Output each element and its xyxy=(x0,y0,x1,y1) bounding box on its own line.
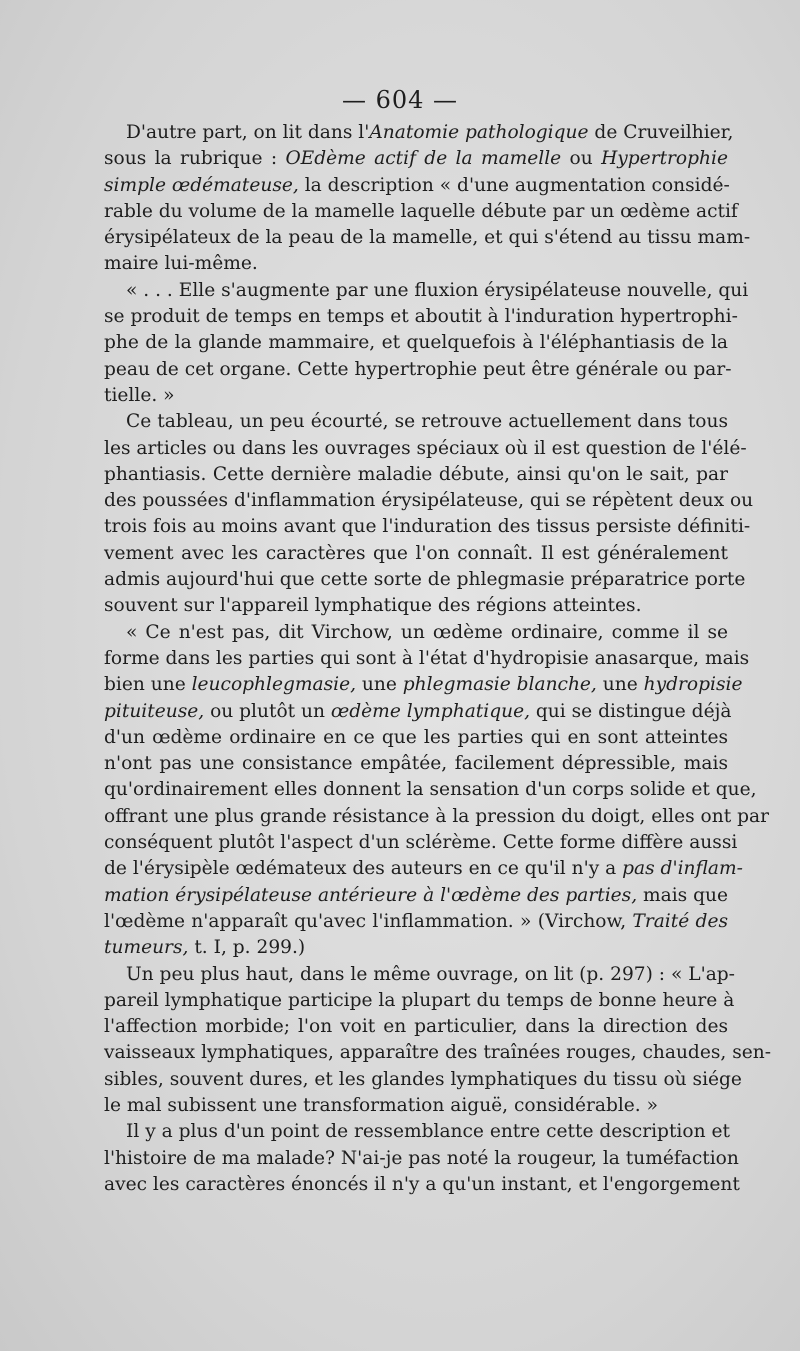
text-line xyxy=(104,357,732,383)
italic-segment: simple œdémateuse, xyxy=(104,174,299,196)
text-line xyxy=(104,225,751,251)
text-line xyxy=(104,436,747,462)
text-line xyxy=(104,830,738,856)
text-segment: Ce tableau, un peu écourté, se retrouve actuellement dans tous xyxy=(126,411,728,433)
text-line xyxy=(104,883,728,909)
text-segment: se produit de temps en temps et aboutit à l'induration hypertrophi- xyxy=(104,306,738,328)
italic-segment: leucophlegmasie, xyxy=(191,674,356,696)
text-segment: « Ce n'est pas, dit Virchow, un œdème ordinaire, comme il se xyxy=(126,621,728,643)
text-segment: n'ont pas une consistance empâtée, facilement dépressible, mais xyxy=(104,753,728,775)
text-line xyxy=(104,278,749,304)
text-segment: sibles, souvent dures, et les glandes lymphatiques du tissu où siége xyxy=(104,1068,742,1090)
italic-segment: mation érysipélateuse antérieure à l'œdème des parties, xyxy=(104,884,638,906)
text-line xyxy=(104,541,728,567)
text-segment: ou xyxy=(561,148,602,170)
italic-segment: Anatomie pathologique xyxy=(369,122,589,143)
text-segment: maire lui-même. xyxy=(104,253,258,275)
text-line xyxy=(104,199,738,225)
text-segment: avec les caractères énoncés il n'y a qu'un instant, et l'engorgement xyxy=(104,1173,740,1195)
text-segment: « . . . Elle s'augmente par une fluxion érysipélateuse nouvelle, qui xyxy=(126,279,749,301)
text-line xyxy=(104,962,735,988)
text-line xyxy=(104,1172,740,1198)
text-segment: bien une xyxy=(104,674,192,696)
text-segment: admis aujourd'hui que cette sorte de phlegmasie préparatrice porte xyxy=(104,569,746,591)
text-segment: vement avec les caractères que l'on connaît. Il est généralement xyxy=(104,542,728,564)
text-segment: pareil lymphatique participe la plupart du temps de bonne heure à xyxy=(104,989,735,1011)
text-segment: peau de cet organe. Cette hypertrophie peut être générale ou par- xyxy=(104,358,732,380)
text-segment: une xyxy=(596,674,644,696)
text-line xyxy=(104,804,769,830)
text-line xyxy=(104,304,738,330)
text-segment: de Cruveilhier, xyxy=(588,122,734,143)
text-line xyxy=(104,1040,771,1066)
text-line xyxy=(104,725,728,751)
text-line xyxy=(104,146,728,172)
text-segment: conséquent plutôt l'aspect d'un sclérème. Cette forme diffère aussi xyxy=(104,832,738,854)
italic-segment: pituiteuse, xyxy=(104,700,205,722)
text-line xyxy=(104,593,728,619)
text-line xyxy=(104,1067,742,1093)
text-line xyxy=(104,173,728,199)
text-segment: forme dans les parties qui sont à l'état d'hydropisie anasarque, mais xyxy=(104,647,750,669)
text-line xyxy=(104,1146,739,1172)
text-segment: d'un œdème ordinaire en ce que les parties qui en sont atteintes xyxy=(104,726,728,748)
text-line xyxy=(104,777,757,803)
text-segment: souvent sur l'appareil lymphatique des régions atteintes. xyxy=(104,595,642,617)
text-segment: Il y a plus d'un point de ressemblance entre cette description et xyxy=(126,1121,730,1143)
text-line xyxy=(104,1119,728,1145)
text-segment: Un peu plus haut, dans le même ouvrage, on lit (p. 297) : « L'ap- xyxy=(126,963,735,985)
text-segment: l'affection morbide; l'on voit en particulier, dans la direction des xyxy=(104,1016,728,1038)
text-line xyxy=(104,120,734,146)
text-segment: qu'ordinairement elles donnent la sensation d'un corps solide et que, xyxy=(104,779,757,801)
text-segment: vaisseaux lymphatiques, apparaître des traînées rouges, chaudes, sen- xyxy=(104,1042,771,1064)
italic-segment: Traité des xyxy=(632,910,728,932)
text-segment: phe de la glande mammaire, et quelquefois à l'éléphantiasis de la xyxy=(104,332,728,354)
italic-segment: tumeurs, xyxy=(104,937,189,959)
text-segment: sous la rubrique : xyxy=(104,148,286,170)
text-segment: phantiasis. Cette dernière maladie débute, ainsi qu'on le sait, par xyxy=(104,463,728,485)
text-segment: trois fois au moins avant que l'induration des tissus persiste définiti- xyxy=(104,516,751,538)
italic-segment: œdème lymphatique, xyxy=(330,700,530,722)
italic-segment: pas d'inflam- xyxy=(622,858,743,880)
text-line xyxy=(104,1093,728,1119)
text-line xyxy=(104,409,728,435)
text-segment: rable du volume de la mamelle laquelle débute par un œdème actif xyxy=(104,200,738,222)
text-line xyxy=(104,988,735,1014)
text-segment: le mal subissent une transformation aiguë, considérable. » xyxy=(104,1094,658,1116)
text-segment: mais que xyxy=(637,884,729,906)
text-line xyxy=(104,646,750,672)
text-line xyxy=(104,462,728,488)
italic-segment: Hypertrophie xyxy=(601,148,728,170)
text-line xyxy=(104,488,754,514)
text-segment: t. I, p. 299.) xyxy=(188,937,306,959)
text-line xyxy=(104,383,728,409)
text-segment: D'autre part, on lit dans l' xyxy=(126,122,370,143)
text-segment: la description « d'une augmentation considé- xyxy=(298,174,730,196)
text-line xyxy=(104,909,728,935)
text-segment: de l'érysipèle œdémateux des auteurs en ce qu'il n'y a xyxy=(104,858,623,880)
text-line xyxy=(104,1014,728,1040)
text-line xyxy=(104,330,728,356)
text-line xyxy=(104,567,746,593)
text-line xyxy=(104,935,728,961)
italic-segment: phlegmasie blanche, xyxy=(402,674,597,696)
text-line xyxy=(104,856,743,882)
text-line xyxy=(104,251,728,277)
text-segment: l'histoire de ma malade? N'ai-je pas noté la rougeur, la tuméfaction xyxy=(104,1147,739,1169)
text-line xyxy=(104,699,732,725)
italic-segment: OEdème actif de la mamelle xyxy=(285,148,562,170)
text-segment: l'œdème n'apparaît qu'avec l'inflammation. » (Virchow, xyxy=(104,910,633,932)
text-segment: ou plutôt un xyxy=(204,700,331,722)
text-line xyxy=(104,672,743,698)
italic-segment: hydropisie xyxy=(643,674,743,696)
text-segment: les articles ou dans les ouvrages spéciaux où il est question de l'élé- xyxy=(104,437,747,459)
text-line xyxy=(104,514,751,540)
text-segment: érysipélateux de la peau de la mamelle, et qui s'étend au tissu mam- xyxy=(104,227,751,249)
text-segment: des poussées d'inflammation érysipélateuse, qui se répètent deux ou xyxy=(104,490,754,512)
text-segment: une xyxy=(356,674,403,696)
text-segment: tielle. » xyxy=(104,384,175,406)
text-segment: qui se distingue déjà xyxy=(529,700,732,722)
body-text xyxy=(104,120,771,1198)
text-line xyxy=(104,620,728,646)
page-number: — 604 — xyxy=(341,86,459,114)
text-segment: offrant une plus grande résistance à la pression du doigt, elles ont par xyxy=(104,805,769,827)
text-line xyxy=(104,751,728,777)
